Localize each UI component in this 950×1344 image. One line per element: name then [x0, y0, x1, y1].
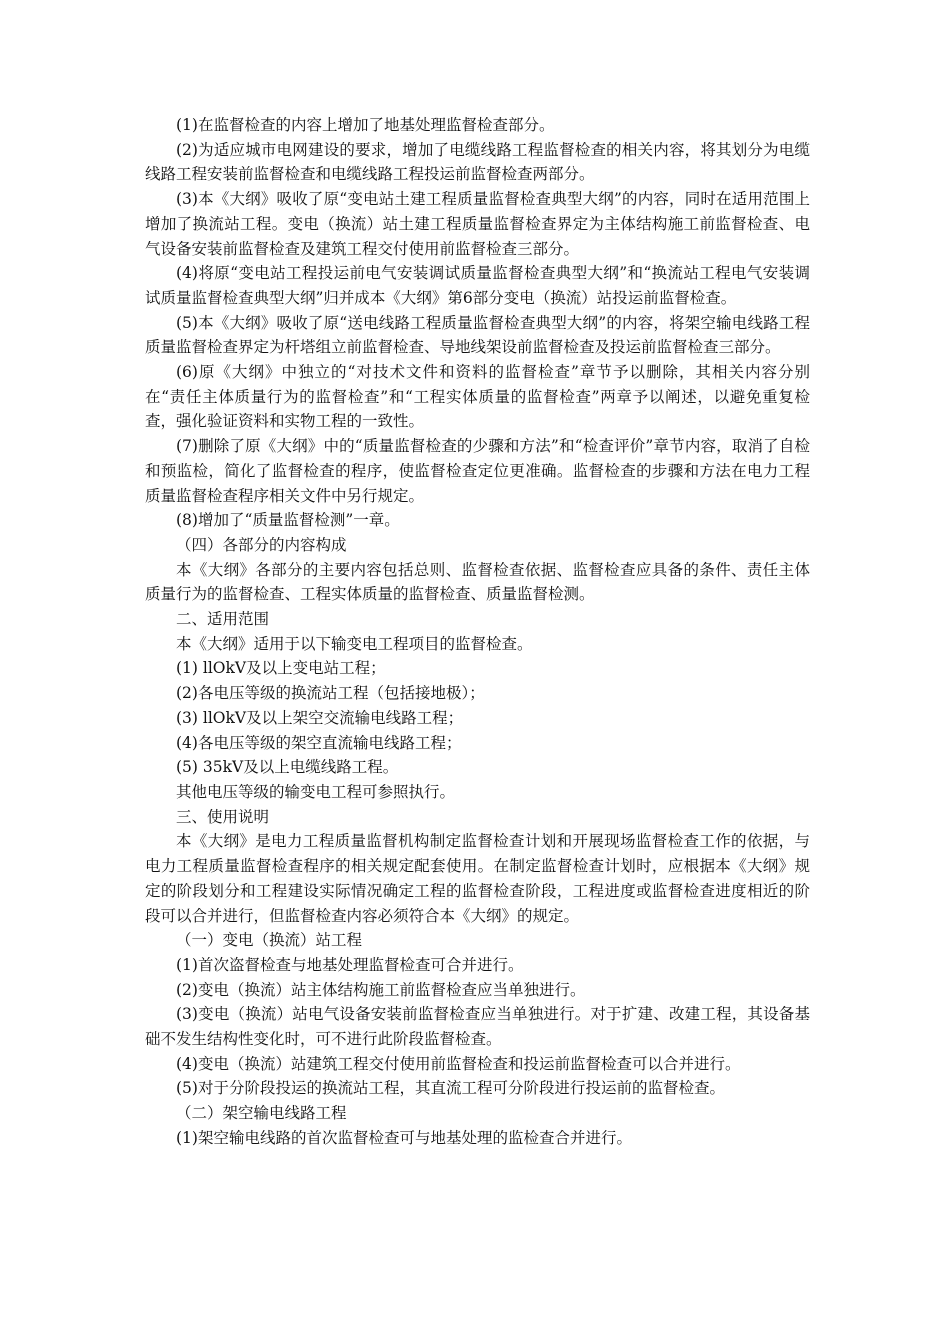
paragraph: 本《大纲》是电力工程质量监督机构制定监督检查计划和开展现场监督检查工作的依据，与电力工程质量监督检查程序的相关规定配套使用。在制定监督检查计划时，应根据本《大纲》规定的阶段划分和工程建设实际情况确定工程的监督检查阶段，工程进度或监督检查进度相近的阶段可以合并进行，但监督检查内容必须符合本《大纲》的规定。: [145, 832, 810, 925]
paragraph: (5)本《大纲》吸收了原“送电线路工程质量监督检查典型大纲”的内容，将架空输电线路工程质量监督检查界定为杆塔组立前监督检查、导地线架设前监督检查及投运前监督检查三部分。: [145, 313, 810, 357]
paragraph: (4)将原“变电站工程投运前电气安装调试质量监督检查典型大纲”和“换流站工程电气安装调试质量监督检查典型大纲”归并成本《大纲》第6部分变电（换流）站投运前监督检查。: [145, 264, 810, 307]
list-item: (5) 35kV及以上电缆线路工程。: [176, 758, 399, 777]
paragraph: (6)原《大纲》中独立的“对技术文件和资料的监督检查”章节予以删除，其相关内容分别在“责任主体质量行为的监督检查”和“工程实体质量的监督检查”两章予以阐述，以避免重复检查，强化验证资料和实物工程的一致性。: [145, 363, 810, 431]
paragraph: (7)删除了原《大纲》中的“质量监督检查的少骤和方法”和“检查评价”章节内容，取消了自检和预监检，简化了监督检查的程序，使监督检查定位更准确。监督检查的步骤和方法在电力工程质量监督检查程序相关文件中另行规定。: [145, 437, 810, 505]
list-item: (4)各电压等级的架空直流输电线路工程；: [176, 733, 462, 752]
section-heading: 三、使用说明: [176, 807, 270, 826]
paragraph: (2)为适应城市电网建设的要求，增加了电缆线路工程监督检查的相关内容，将其划分为电缆线路工程安装前监督检查和电缆线路工程投运前监督检查两部分。: [145, 140, 810, 184]
list-item: (3) llOkV及以上架空交流输电线路工程；: [176, 708, 464, 727]
list-item: (2)各电压等级的换流站工程（包括接地极）；: [176, 684, 485, 703]
paragraph: 本《大纲》各部分的主要内容包括总则、监督检查依据、监督检查应具备的条件、责任主体质量行为的监督检查、工程实体质量的监督检查、质量监督检测。: [145, 560, 810, 604]
section-heading: 二、适用范围: [176, 610, 270, 629]
list-item: (5)对于分阶段投运的换流站工程，其直流工程可分阶段进行投运前的监督检查。: [176, 1079, 725, 1098]
list-item: (3)变电（换流）站电气设备安装前监督检查应当单独进行。对于扩建、改建工程，其设备基础不发生结构性变化时，可不进行此阶段监督检查。: [145, 1005, 810, 1049]
list-item: (1) llOkV及以上变电站工程；: [176, 659, 386, 678]
paragraph: (8)增加了“质量监督检测”一章。: [176, 511, 400, 530]
paragraph: 本《大纲》适用于以下输变电工程项目的监督检查。: [176, 634, 533, 653]
paragraph: 其他电压等级的输变电工程可参照执行。: [176, 782, 456, 801]
paragraph: (1)在监督检查的内容上增加了地基处理监督检查部分。: [176, 116, 555, 134]
list-item: (2)变电（换流）站主体结构施工前监督检查应当单独进行。: [176, 980, 586, 999]
list-item: (1)架空输电线路的首次监督检查可与地基处理的监检查合并进行。: [176, 1128, 632, 1147]
list-item: (1)首次盗督检查与地基处理监督检查可合并进行。: [176, 955, 524, 974]
section-heading: （二）架空输电线路工程: [176, 1104, 347, 1123]
section-heading: （一）变电（换流）站工程: [176, 931, 363, 950]
document-body: [145, 113, 810, 1151]
list-item: (4)变电（换流）站建筑工程交付使用前监督检查和投运前监督检查可以合并进行。: [176, 1054, 741, 1073]
section-heading: （四）各部分的内容构成: [176, 535, 347, 554]
paragraph: (3)本《大纲》吸收了原“变电站土建工程质量监督检查典型大纲”的内容，同时在适用范围上增加了换流站工程。变电（换流）站土建工程质量监督检查界定为主体结构施工前监督检查、电气设备安装前监督检查及建筑工程交付使用前监督检查三部分。: [145, 190, 810, 258]
